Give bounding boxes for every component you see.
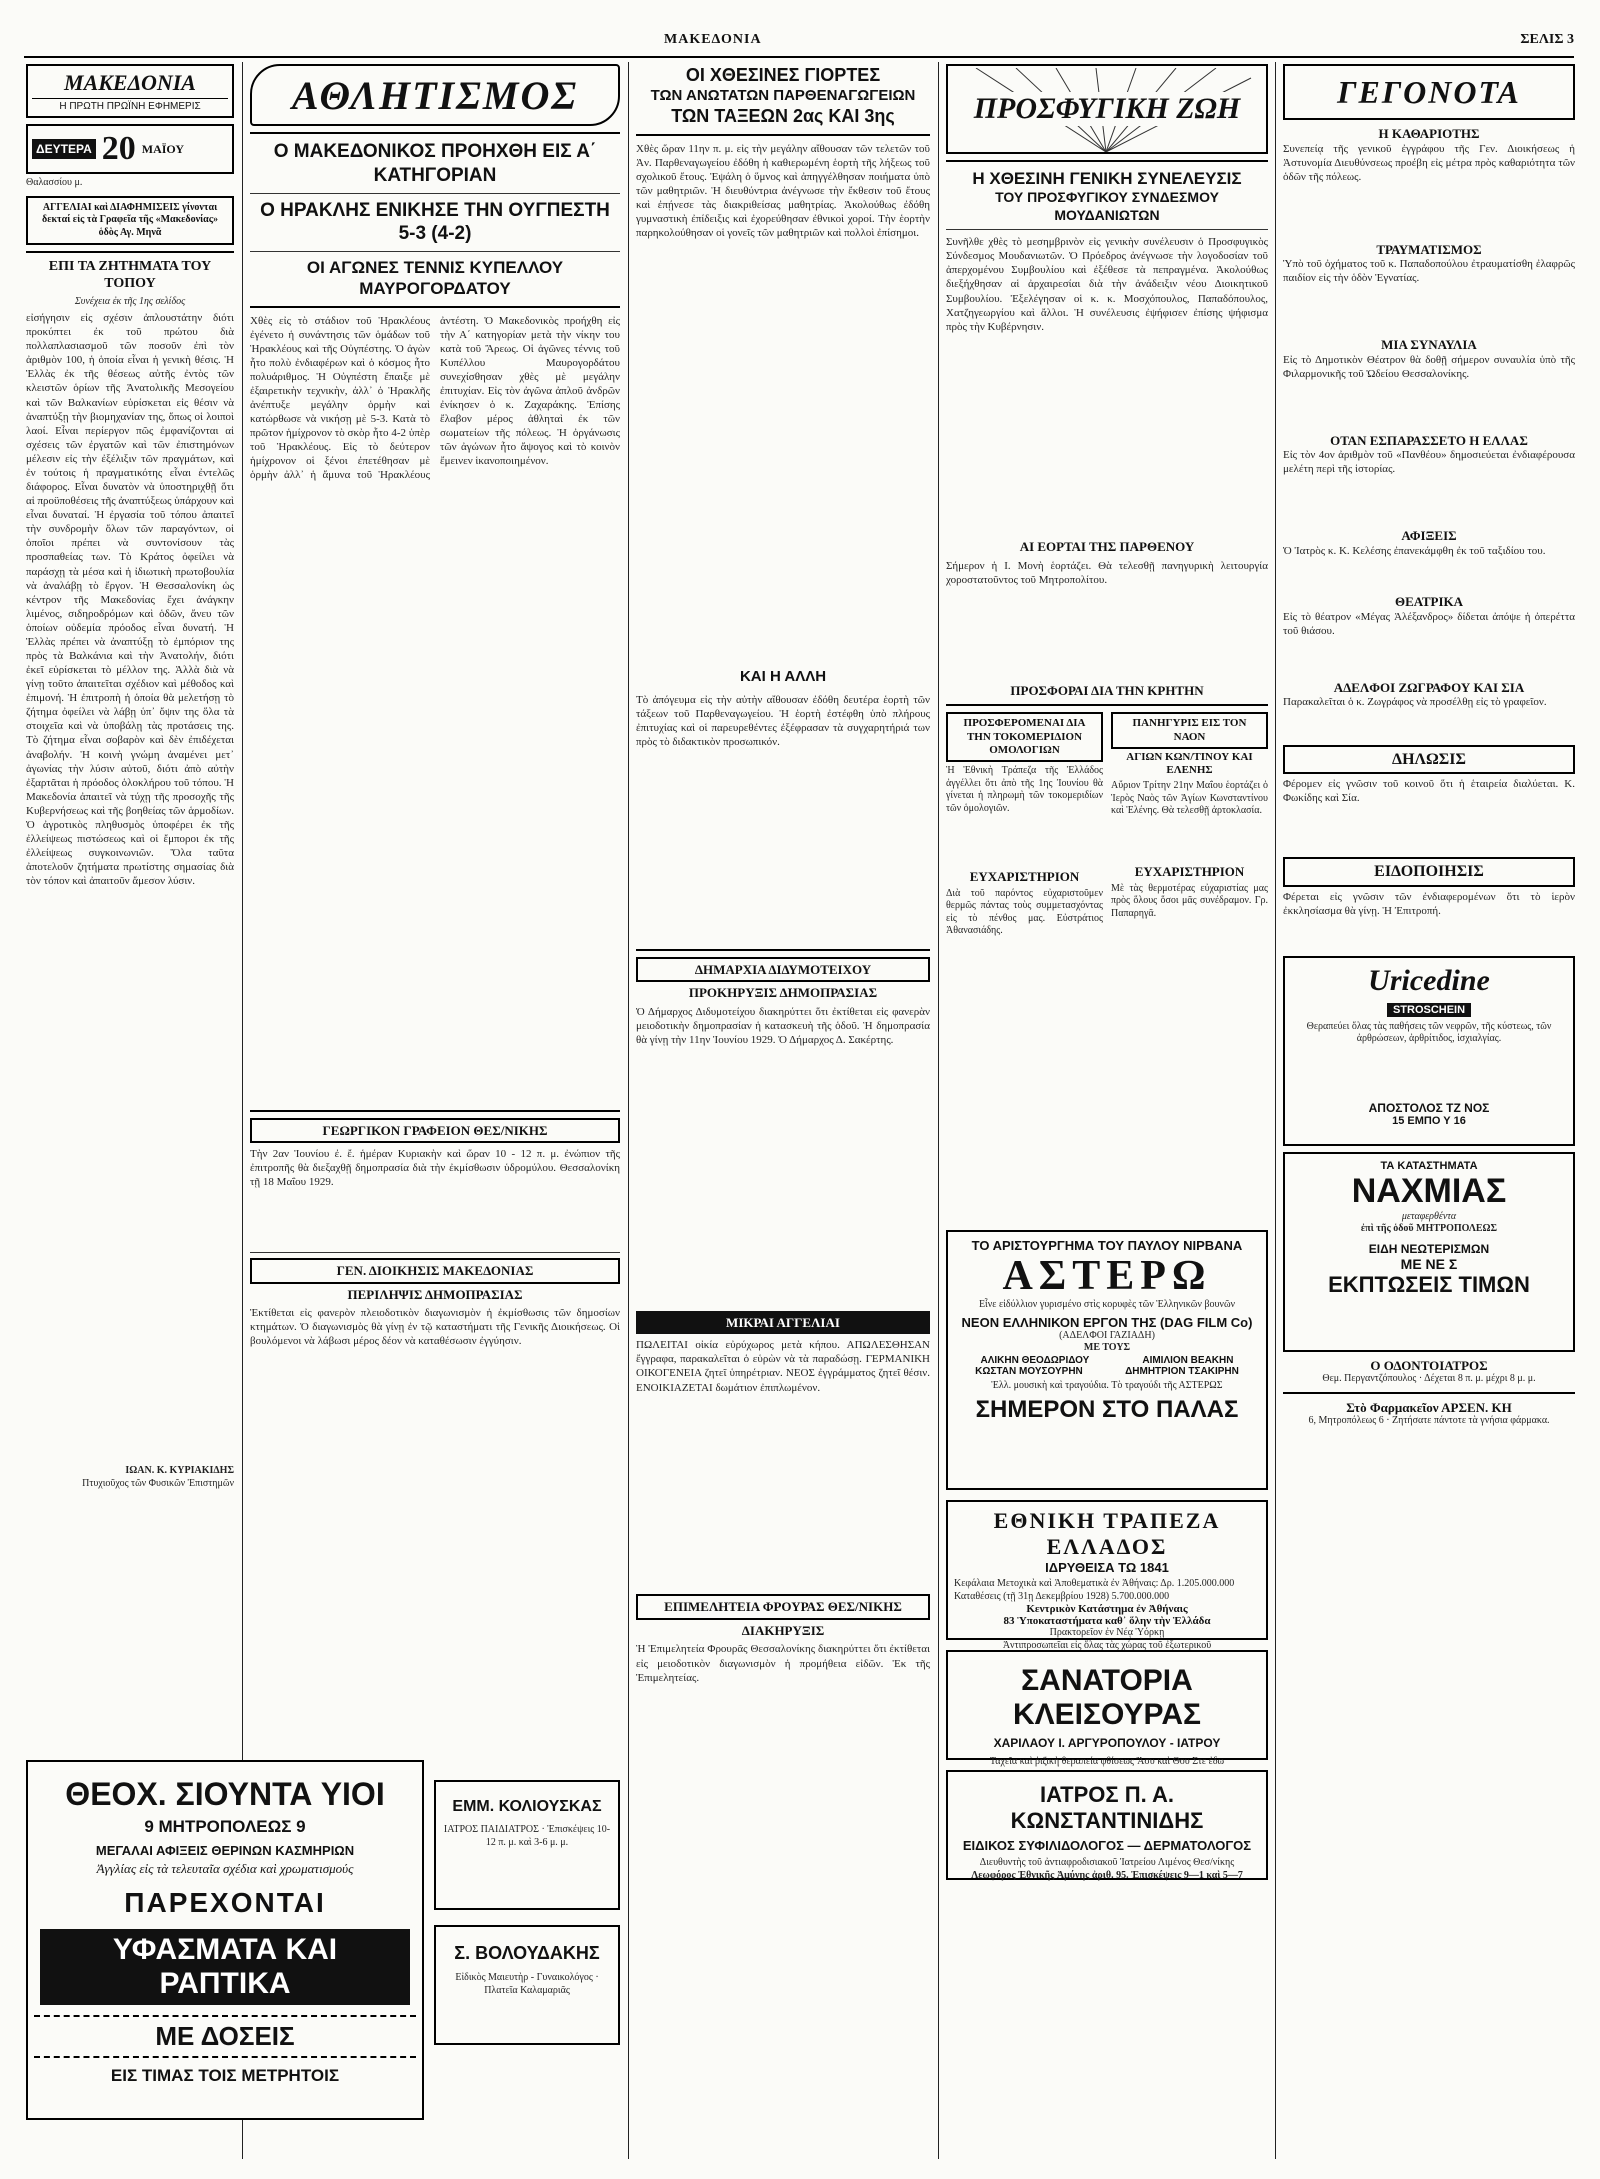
- film-cast-4: ΔΗΜΗΤΡΙΟΝ ΤΣΑΚΙΡΗΝ: [1125, 1365, 1239, 1377]
- film-line2: ΝΕΟΝ ΕΛΛΗΝΙΚΟΝ ΕΡΓΟΝ ΤΗΣ (DAG FILM Co): [961, 1314, 1253, 1330]
- section-subtitle: Συνέχεια ἐκ τῆς 1ης σελίδος: [74, 295, 186, 307]
- dentist-title: Ο ΟΔΟΝΤΟΙΑΤΡΟΣ: [1370, 1357, 1488, 1373]
- nachmias-title: ΝΑΧΜΙΑΣ: [1351, 1171, 1507, 1210]
- holiday-headline-2: ΤΩΝ ΑΝΩΤΑΤΩΝ ΠΑΡΘΕΝΑΓΩΓΕΙΩΝ: [650, 86, 916, 104]
- events-logo-text: ΓΕΓΟΝΟΤΑ: [1337, 73, 1521, 110]
- film-cast-2: ΚΩΣΤΑΝ ΜΟΥΣΟΥΡΗΝ: [975, 1365, 1083, 1377]
- crete-offers-title: ΠΡΟΣΦΟΡΑΙ ΔΙΑ ΤΗΝ ΚΡΗΤΗΝ: [1010, 682, 1204, 698]
- column-5: [1283, 64, 1575, 2169]
- declaration-title: ΔΗΛΩΣΙΣ: [1283, 745, 1575, 774]
- headline-tennis: ΟΙ ΑΓΩΝΕΣ ΤΕΝΝΙΣ ΚΥΠΕΛΛΟΥ ΜΑΥΡΟΓΟΡΔΑΤΟΥ: [306, 258, 564, 299]
- siounta-ad-line6: ΕΙΣ ΤΙΜΑΣ ΤΟΙΣ ΜΕΤΡΗΤΟΙΣ: [110, 2066, 340, 2085]
- section-title: ΕΠΙ ΤΑ ΖΗΤΗΜΑΤΑ ΤΟΥ ΤΟΠΟΥ: [48, 259, 212, 291]
- garrison-body: Ἡ Ἐπιμελητεία Φρουρᾶς Θεσσαλονίκης διακηρύττει ὅτι ἐκτίθεται εἰς μειοδοτικὸν διαγωνισμὸν ἡ προμήθεια εἰδῶν. Ἐκ τῆς Ἐπιμελητείας.: [636, 1643, 930, 1684]
- siounta-ad-line1: ΜΕΓΑΛΑΙ ΑΦΙΞΕΙΣ ΘΕΡΙΝΩΝ ΚΑΣΜΗΡΙΩΝ: [95, 1843, 355, 1858]
- holiday-headline-1: ΟΙ ΧΘΕΣΙΝΕΣ ΓΙΟΡΤΕΣ: [685, 65, 881, 85]
- newspaper-name: ΜΑΚΕΔΟΝΙΑ: [664, 32, 762, 47]
- doctor-line2: Λεωφόρος Ἐθνικῆς Ἀμύνης ἀριθ. 95. Ἐπισκέψεις 9—1 καὶ 5—7: [971, 1869, 1243, 1881]
- ear-title: ΜΑΚΕΔΟΝΙΑ: [64, 70, 196, 95]
- siounta-ad-line3: ΠΑΡΕΧΟΝΤΑΙ: [124, 1887, 326, 1918]
- event-body-2: Ὑπὸ τοῦ ὀχήματος τοῦ κ. Παπαδοπούλου ἐτραυματίσθη ἐλαφρῶς παιδίον εἰς τὴν ὁδὸν Ἐγνατίας.: [1283, 258, 1575, 285]
- nachmias-line3: ΕΙΔΗ ΝΕΩΤΕΡΙΣΜΩΝ: [1368, 1241, 1490, 1256]
- sanatorium-title: ΣΑΝΑΤΟΡΙΑ ΚΛΕΙΣΟΥΡΑΣ: [1013, 1664, 1201, 1731]
- film-cast-row-2: [954, 1366, 1260, 1377]
- uricedine-ad: [1283, 956, 1575, 1146]
- garrison-subtitle: ΔΙΑΚΗΡΥΞΙΣ: [741, 1622, 825, 1638]
- column-3: [636, 64, 930, 2169]
- gen-admin-subtitle: ΠΕΡΙΛΗΨΙΣ ΔΗΜΟΠΡΑΣΙΑΣ: [347, 1286, 523, 1302]
- uricedine-sub: STROSCHEIN: [1387, 1003, 1471, 1017]
- notices-row: [946, 712, 1268, 967]
- ear-subtitle: Η ΠΡΩΤΗ ΠΡΩΪΝΗ ΕΦΗΜΕΡΙΣ: [32, 98, 228, 112]
- virgin-feast-body: Σήμερον ἡ Ι. Μονὴ ἑορτάζει. Θὰ τελεσθῇ πανηγυρικὴ λειτουργία χοροστατοῦντος τοῦ Μητροπολίτου.: [946, 559, 1268, 586]
- film-title: ΑΣΤΕΡΩ: [1002, 1253, 1212, 1299]
- athletics-logo: [250, 64, 620, 126]
- bank-line1: Κεφάλαια Μετοχικὰ καὶ Ἀποθεματικὰ ἐν Ἀθήναις: Δρ. 1.205.000.000: [954, 1578, 1235, 1589]
- notice-body: Φέρεται εἰς γνῶσιν τῶν ἐνδιαφερομένων ὅτι τὸ ἱερὸν ἐκκλησίασμα θὰ γίνῃ. Ἡ Ἐπιτροπή.: [1283, 890, 1575, 917]
- classifieds-body: ΠΩΛΕΙΤΑΙ οἰκία εὐρύχωρος μετὰ κήπου. ΑΠΩΛΕΣΘΗΣΑΝ ἔγγραφα, παρακαλεῖται ὁ εὑρὼν νὰ τὰ παραδώσῃ. ΓΕΡΜΑΝΙΚΗ ΟΙΚΟΓΕΝΕΙΑ ζητεῖ ὑπηρέτριαν. ΝΕΟΣ ἐγγράμματος ζητεῖ θέσιν. ΕΝΟΙΚΙΑΖΕΤΑΙ δωμάτιον ἐπιπλωμένον.: [636, 1339, 930, 1394]
- bank-line5: Πρακτορεῖον ἐν Νέᾳ Ὑόρκῃ: [1049, 1627, 1165, 1638]
- headline-iraklis: Ο ΗΡΑΚΛΗΣ ΕΝΙΚΗΣΕ ΤΗΝ ΟΥΓΠΕΣΤΗ 5-3 (4-2): [260, 199, 610, 245]
- film-bottom: ΣΗΜΕΡΟΝ ΣΤΟ ΠΑΛΑΣ: [975, 1396, 1239, 1424]
- doctor-title: ΙΑΤΡΟΣ Π. Α. ΚΩΝΣΤΑΝΤΙΝΙΔΗΣ: [1010, 1782, 1204, 1833]
- article-body: εἰσήγησιν εἰς σχέσιν ἀπλουστάτην διότι προκύπτει ἐκ τοῦ πρώτου διὰ πολλαπλασιασμοῦ τῶν ποσοῦν ἐπὶ τὸν ἀριθμὸν 100, ἡ ὁποία εἶναι ἡ γενικὴ θέσις. Ἡ Ἑλλὰς ἐκ τῆς θέσεως αὐτῆς ἐντὸς τῶν κλειστῶν ὁρίων τῆς Ἀνατολικῆς Μεσογείου καὶ τῶν Βαλκανίων εὑρίσκεται εἰς θέσιν νὰ ἀναπτύξῃ τὴν βιομηχανίαν της, ὅπως οἱ λοιποὶ λαοί. Εἶναι περίεργον πῶς ἐμφανίζονται αἱ σχέσεις τῶν ἐργατῶν καὶ τῶν ἐπιστημόνων μέλεσιν εἰς τὴν ἐξέλιξιν τῶν πραγμάτων, καὶ ἐν τούτοις ἡ πραγματικότης εἶναι ἐντελῶς διάφορος. Εἶναι δυνατὸν νὰ ὑποστηριχθῇ ὅτι αἱ προϋποθέσεις τῆς ἀναπτύξεως ὑπάρχουν καὶ εἶναι δυναταί. Ἡ ἐργασία τοῦ τόπου ἀπαιτεῖ τὴν συνδρομὴν ὅλων τῶν παραγόντων, οἱ ὁποῖοι πρέπει νὰ συντονίσουν τὰς προσπαθείας των. Τὸ Κράτος ὀφείλει νὰ παράσχῃ τὰ μέσα καὶ ἡ ἰδιωτικὴ πρωτοβουλία νὰ ἀναλάβῃ τὸ ἔργον. Ἡ Θεσσαλονίκη ὡς κέντρον τῆς Μακεδονίας ἔχει ἀνάγκην λιμένος, σιδηροδρόμων καὶ ὁδῶν, ἄνευ τῶν ὁποίων οὐδεμία πρόοδος εἶναι δυνατή. Ἡ Ἑλλὰς πρέπει νὰ ἀναπτύξῃ τὸ ἐμπόριον της πρὸς τὰ Βαλκάνια καὶ τὴν Ἀνατολήν, διότι ἐκεῖ εὑρίσκεται τὸ μέλλον της. Ἀλλὰ διὰ νὰ γίνῃ τοῦτο ἀπαιτεῖται σχέδιον καὶ μέθοδος καὶ ἐπιμονή. Ἡ ἐπιτροπὴ ἡ ὁποία θὰ μελετήσῃ τὸ ζήτημα ὀφείλει νὰ λάβῃ ὑπ᾿ ὄψιν της ὅλα τὰ στοιχεῖα καὶ νὰ ὑποβάλῃ τὰς προτάσεις της. Τὸ ζήτημα εἶναι σοβαρὸν καὶ δὲν ἐπιδέχεται ἀναβολήν. Ἡ κοινὴ γνώμη ἀναμένει μετ᾿ ἀγωνίας τὴν λύσιν αὐτοῦ, διότι ἀπὸ αὐτὴν ἐξαρτᾶται ἡ πρόοδος ὁλοκλήρου τοῦ τόπου. Ἡ Μακεδονία ἀπαιτεῖ νὰ τύχῃ τῆς προσοχῆς τῆς Κυβερνήσεως καὶ τῆς βοηθείας τῶν ἁρμοδίων. Ὁ ἀγροτικὸς πληθυσμὸς ὑποφέρει ἐκ τῆς ἐλλείψεως πιστώσεως καὶ οἱ ἔμποροι ἐκ τῆς ἐλλείψεως συγκοινωνιῶν. Ὅλα ταῦτα ἀποτελοῦν ζητήματα πρωτίστης σημασίας διὰ τὸν τόπον καὶ ἀπαιτοῦν ἄμεσον λύσιν.: [26, 312, 234, 888]
- declaration-body: Φέρομεν εἰς γνῶσιν τοῦ κοινοῦ ὅτι ἡ ἑταιρεία διαλύεται. Κ. Φωκίδης καὶ Σία.: [1283, 778, 1575, 805]
- garrison-title: ΕΠΙΜΕΛΗΤΕΙΑ ΦΡΟΥΡΑΣ ΘΕΣ/ΝΙΚΗΣ: [636, 1594, 930, 1620]
- film-line3: (ΑΔΕΛΦΟΙ ΓΑΖΙΑΔΗ): [1059, 1329, 1155, 1341]
- thanks-title-1: ΕΥΧΑΡΙΣΤΗΡΙΟΝ: [969, 869, 1080, 884]
- sanatorium-sub: ΧΑΡΙΛΑΟΥ Ι. ΑΡΓΥΡΟΠΟΥΛΟΥ - ΙΑΤΡΟΥ: [993, 1736, 1221, 1750]
- film-line1: Εἶνε εἰδύλλιον γυρισμένο στὶς κορυφὲς τῶν Ἑλληνικῶν βουνῶν: [978, 1299, 1236, 1311]
- bank-line2: Καταθέσεις (τῇ 31ῃ Δεκεμβρίου 1928) 5.700.000.000: [954, 1590, 1170, 1602]
- event-title-5: ΑΦΙΞΕΙΣ: [1401, 528, 1457, 544]
- didymoteicho-body: Ὁ Δήμαρχος Διδυμοτείχου διακηρύττει ὅτι ἐκτίθεται εἰς φανερὰν μειοδοτικὴν δημοπρασίαν ἡ κατασκευὴ τῆς ὁδοῦ. Ἡ δημοπρασία θὰ γίνῃ τὴν 11ην Ἰουνίου 1929. Ὁ Δήμαρχος Δ. Σακέρτης.: [636, 1005, 930, 1046]
- agri-office-title: ΓΕΩΡΓΙΚΟΝ ΓΡΑΦΕΙΟΝ ΘΕΣ/ΝΙΚΗΣ: [250, 1118, 620, 1144]
- page-number: ΣΕΛΙΣ 3: [1520, 32, 1574, 47]
- film-line5: Ἑλλ. μουσικὴ καὶ τραγούδια. Τὸ τραγούδι τῆς ΑΣΤΕΡΩΣ: [991, 1379, 1223, 1391]
- nachmias-pre: ΤΑ ΚΑΤΑΣΤΗΜΑΤΑ: [1380, 1159, 1478, 1172]
- nachmias-line4: ΜΕ ΝΕ Σ: [1400, 1255, 1458, 1272]
- other-event-title: ΚΑΙ Η ΑΛΛΗ: [739, 667, 827, 685]
- refugee-life-logo: [946, 64, 1268, 154]
- uricedine-address: 15 ΕΜΠΟ Υ 16: [1392, 1114, 1466, 1127]
- event-body-6: Εἰς τὸ θέατρον «Μέγας Ἀλέξανδρος» δίδεται ἀπόψε ἡ ὀπερέττα τοῦ θιάσου.: [1283, 610, 1575, 637]
- date-number: 20: [101, 130, 136, 167]
- headline-makedonikos: Ο ΜΑΚΕΔΟΝΙΚΟΣ ΠΡΟΗΧΘΗ ΕΙΣ Α΄ ΚΑΤΗΓΟΡΙΑΝ: [273, 141, 597, 186]
- event-title-2: ΤΡΑΥΜΑΤΙΣΜΟΣ: [1376, 241, 1482, 257]
- voloudakis-ad: [434, 1925, 620, 2045]
- article-signature: ΙΩΑΝ. Κ. ΚΥΡΙΑΚΙΔΗΣ: [125, 1465, 234, 1477]
- koliouskas-ad-title: ΕΜΜ. ΚΟΛΙΟΥΣΚΑΣ: [452, 1798, 602, 1815]
- events-logo: [1283, 64, 1575, 120]
- sports-article-body: Χθὲς εἰς τὸ στάδιον τοῦ Ἡρακλέους ἐγένετο ἡ συνάντησις τῶν ὁμάδων τοῦ Ἡρακλέους καὶ τῆς Οὐγπέστης. Ὁ ἀγὼν ἦτο πολὺ ἐνδιαφέρων καὶ ὁ κόσμος ἦτο πολυάριθμος. Ἡ Οὐγπέστη ἔπαιξε μὲ ἐξαιρετικὴν τεχνικὴν, ἀλλ᾿ ὁ Ἡρακλῆς ἀνέπτυξε μεγάλην ὁρμὴν καὶ κατώρθωσε νὰ νικήσῃ μὲ 5-3. Κατὰ τὸ πρῶτον ἡμίχρονον τὸ σκὸρ ἦτο 4-2 ὑπὲρ τοῦ Ἡρακλέους. Εἰς τὸ δεύτερον ἡμίχρονον οἱ ξένοι ἐπετέθησαν μὲ ὁρμὴν ἀλλ᾿ ἡ ἄμυνα τοῦ Ἡρακλέους ἀντέστη. Ὁ Μακεδονικὸς προήχθη εἰς τὴν Α΄ κατηγορίαν μετὰ τὴν νίκην του κατὰ τοῦ Ἄρεως. Οἱ ἀγῶνες τέννις τοῦ Κυπέλλου Μαυρογορδάτου συνεχίσθησαν χθὲς μὲ μεγάλην ἐπιτυχίαν. Εἰς τὸν ἀγῶνα ἀπλοῦ ἀνδρῶν ἐνίκησεν ὁ κ. Ζαχαράκης. Ἐπίσης ἔλαβον μέρος ἀθληταὶ ἐκ τῶν σωματείων τῆς πόλεως. Ἡ ὀργάνωσις τῶν ἀγώνων ἦτο ἄψογος καὶ τὸ κοινὸν ἔμεινεν ἱκανοποιημένον.: [250, 314, 620, 482]
- siounta-ad-name: ΘΕΟΧ. ΣΙΟΥΝΤΑ ΥΙΟΙ: [65, 1776, 385, 1812]
- date-month: ΜΑΪΟΥ: [141, 141, 185, 156]
- pharmacy-body: 6, Μητροπόλεως 6 · Ζητήσατε πάντοτε τὰ γνήσια φάρμακα.: [1308, 1415, 1550, 1427]
- gen-admin-title: ΓΕΝ. ΔΙΟΙΚΗΣΙΣ ΜΑΚΕΔΟΝΙΑΣ: [250, 1258, 620, 1284]
- bank-title: ΕΘΝΙΚΗ ΤΡΑΠΕΖΑ ΕΛΛΑΔΟΣ: [993, 1508, 1221, 1559]
- notices-left: [946, 712, 1103, 967]
- classifieds-title: ΜΙΚΡΑΙ ΑΓΓΕΛΙΑΙ: [636, 1311, 930, 1335]
- doctor-sub: ΕΙΔΙΚΟΣ ΣΥΦΙΛΙΔΟΛΟΓΟΣ — ΔΕΡΜΑΤΟΛΟΓΟΣ: [962, 1838, 1252, 1853]
- uricedine-title: Uricedine: [1368, 963, 1490, 997]
- event-title-7: ΑΔΕΛΦΟΙ ΖΩΓΡΑΦΟΥ ΚΑΙ ΣΙΑ: [1333, 679, 1525, 695]
- thanks-body-1: Διὰ τοῦ παρόντος εὐχαριστοῦμεν θερμῶς πάντας τοὺς συμμετασχόντας εἰς τὸ πένθος μας. Εὐστράτιος Ἀθανασιάδης.: [946, 887, 1103, 937]
- feast-subtitle: ΑΓΙΩΝ ΚΩΝ/ΤΙΝΟΥ ΚΑΙ ΕΛΕΝΗΣ: [1126, 750, 1253, 776]
- nachmias-line2: ἐπὶ τῆς ὁδοῦ ΜΗΤΡΟΠΟΛΕΩΣ: [1360, 1223, 1498, 1235]
- film-cast-1: ΑΛΙΚΗΝ ΘΕΟΔΩΡΙΔΟΥ: [980, 1354, 1090, 1366]
- bank-line3: Κεντρικὸν Κατάστημα ἐν Ἀθήναις: [1026, 1603, 1188, 1615]
- notices-right: [1111, 712, 1268, 967]
- date-day: ΔΕΥΤΕΡΑ: [32, 139, 96, 159]
- bank-line6: Ἀντιπροσωπεῖαι εἰς ὅλας τὰς χώρας τοῦ ἐξωτερικοῦ: [1002, 1639, 1212, 1651]
- refugee-life-logo-text: ΠΡΟΣΦΥΓΙΚΗ ΖΩΗ: [968, 92, 1247, 126]
- other-event-body: Τὸ ἀπόγευμα εἰς τὴν αὐτὴν αἴθουσαν ἐδόθη δευτέρα ἑορτὴ τῶν τάξεων τοῦ Παρθεναγωγείου. Ἡ ἑορτὴ ἐστέφθη ὑπὸ πλήρους ἐπιτυχίας καὶ οἱ παρευρεθέντες ἐξέφρασαν τὰ συγχαρητήριά των πρὸς τὸ διδακτικὸν προσωπικόν.: [636, 693, 930, 748]
- doctor-ad: [946, 1770, 1268, 1880]
- coupons-title: ΠΡΟΣΦΕΡΟΜΕΝΑΙ ΔΙΑ ΤΗΝ ΤΟΚΟΜΕΡΙΔΙΟΝ ΟΜΟΛΟΓΙΩΝ: [946, 712, 1103, 762]
- uricedine-bottom: ΑΠΟΣΤΟΛΟΣ ΤΖ ΝΟΣ: [1368, 1100, 1490, 1115]
- assembly-headline-1: Η ΧΘΕΣΙΝΗ ΓΕΝΙΚΗ ΣΥΝΕΛΕΥΣΙΣ: [972, 169, 1242, 188]
- date-box: [26, 124, 234, 174]
- masthead-ear: [26, 64, 234, 118]
- nachmias-line5: ΕΚΠΤΩΣΕΙΣ ΤΙΜΩΝ: [1328, 1271, 1530, 1297]
- didymoteicho-title: ΔΗΜΑΡΧΙΑ ΔΙΔΥΜΟΤΕΙΧΟΥ: [636, 957, 930, 983]
- voloudakis-ad-body: Εἰδικὸς Μαιευτὴρ - Γυναικολόγος · Πλατεῖα Καλαμαριᾶς: [455, 1972, 599, 1996]
- siounta-ad-line5: ΜΕ ΔΟΣΕΙΣ: [34, 2015, 416, 2058]
- assembly-headline-2: ΤΟΥ ΠΡΟΣΦΥΓΙΚΟΥ ΣΥΝΔΕΣΜΟΥ ΜΟΥΔΑΝΙΩΤΩΝ: [995, 189, 1219, 223]
- gen-admin-body: Ἐκτίθεται εἰς φανερὸν πλειοδοτικὸν διαγωνισμὸν ἡ ἐκμίσθωσις τῶν δημοσίων κτημάτων. Ὁ διαγωνισμὸς θὰ γίνῃ ἐν τῷ καταστήματι τῆς Γενικῆς Διοικήσεως. Οἱ βουλόμενοι νὰ λάβωσι μέρος δέον νὰ καταθέσωσιν ἐγγύησιν.: [250, 1307, 620, 1348]
- didymoteicho-subtitle: ΠΡΟΚΗΡΥΞΙΣ ΔΗΜΟΠΡΑΣΙΑΣ: [688, 985, 878, 1001]
- sanatorium-ad: [946, 1650, 1268, 1767]
- film-pre: ΤΟ ΑΡΙΣΤΟΥΡΓΗΜΑ ΤΟΥ ΠΑΥΛΟΥ ΝΙΡΒΑΝΑ: [971, 1238, 1243, 1253]
- event-body-7: Παρακαλεῖται ὁ κ. Ζωγράφος νὰ προσέλθῃ εἰς τὸ γραφεῖον.: [1283, 696, 1547, 709]
- koliouskas-ad: [434, 1780, 620, 1910]
- doctor-line1: Διευθυντὴς τοῦ ἀντιαφροδισιακοῦ Ἰατρείου Λιμένος Θεσ/νίκης: [979, 1857, 1235, 1868]
- feast-body: Αὔριον Τρίτην 21ην Μαΐου ἑορτάζει ὁ Ἱερὸς Ναὸς τῶν Ἁγίων Κωνσταντίνου καὶ Ἑλένης. Θὰ τελεσθῇ ἀρτοκλασία.: [1111, 780, 1268, 817]
- coupons-body: Ἡ Ἐθνικὴ Τράπεζα τῆς Ἑλλάδος ἀγγέλλει ὅτι ἀπὸ τῆς 1ης Ἰουνίου θὰ γίνεται ἡ πληρωμὴ τῶν τοκομεριδίων τῶν ὁμολογιῶν.: [946, 765, 1103, 814]
- page-header: [24, 30, 1574, 58]
- siounta-ad-address: 9 ΜΗΤΡΟΠΟΛΕΩΣ 9: [144, 1817, 306, 1836]
- dentist-body: Θεμ. Περγαντζόπουλος · Δέχεται 8 π. μ. μέχρι 8 μ. μ.: [1322, 1373, 1536, 1385]
- bank-line4: 83 Ὑποκαταστήματα καθ᾿ ὅλην τὴν Ἑλλάδα: [1003, 1615, 1211, 1627]
- film-line4: ΜΕ ΤΟΥΣ: [1083, 1342, 1131, 1354]
- event-body-5: Ὁ Ἰατρὸς κ. Κ. Κελέσης ἐπανεκάμφθη ἐκ τοῦ ταξιδίου του.: [1283, 544, 1546, 557]
- voloudakis-ad-title: Σ. ΒΟΛΟΥΔΑΚΗΣ: [454, 1943, 600, 1963]
- film-cast-row-1: [954, 1355, 1260, 1366]
- nachmias-line1: μεταφερθέντα: [1401, 1210, 1457, 1222]
- event-body-3: Εἰς τὸ Δημοτικὸν Θέατρον θὰ δοθῇ σήμερον συναυλία ὑπὸ τῆς Φιλαρμονικῆς τοῦ Ὠδείου Θεσσαλονίκης.: [1283, 353, 1575, 380]
- thanks-body-2: Μὲ τὰς θερμοτέρας εὐχαριστίας μας πρὸς ὅλους ὅσοι μᾶς συνέδραμον. Γρ. Παπαρηγᾶ.: [1111, 882, 1268, 919]
- astero-film-ad: [946, 1230, 1268, 1490]
- national-bank-ad: [946, 1500, 1268, 1651]
- virgin-feast-title: ΑΙ ΕΟΡΤΑΙ ΤΗΣ ΠΑΡΘΕΝΟΥ: [1019, 539, 1195, 555]
- bank-year: ΙΔΡΥΘΕΙΣΑ ΤΩ 1841: [1045, 1560, 1169, 1575]
- sanatorium-line1: Ταχεῖα καὶ ῥιζικὴ θεραπεία φθίσεως Ἄσυ καὶ Θου Στε ἐδω: [989, 1756, 1225, 1767]
- event-body-1: Συνεπείᾳ τῆς γενικοῦ ἐγγράφου τῆς Γεν. Διοικήσεως ἡ Ἀστυνομία Διευθύνσεως προέβη εἰς μέτρα πρὸς καθαριότητα τῶν ὁδῶν τῆς πόλεως.: [1283, 142, 1575, 183]
- pharmacy-title: Στὸ Φαρμακεῖον ΑΡΣΕΝ. ΚΗ: [1346, 1399, 1512, 1415]
- ads-notice: ΑΓΓΕΛΙΑΙ καὶ ΔΙΑΦΗΜΙΣΕΙΣ γίνονται δεκταί εἰς τὰ Γραφεῖα τῆς «Μακεδονίας» ὁδὸς Αγ. Μηνᾶ: [26, 196, 234, 246]
- film-cast-3: ΑΙΜΙΛΙΟΝ ΒΕΑΚΗΝ: [1142, 1354, 1234, 1366]
- feast-title: ΠΑΝΗΓΥΡΙΣ ΕΙΣ ΤΟΝ ΝΑΟΝ: [1111, 712, 1268, 748]
- uricedine-body: Θεραπεύει ὅλας τὰς παθήσεις τῶν νεφρῶν, τῆς κύστεως, τῶν ἀρθρώσεων, ἀρθρίτιδος, ἰσχιαλγίας.: [1306, 1020, 1552, 1045]
- event-title-4: ΟΤΑΝ ΕΣΠΑΡΑΣΣΕΤΟ Η ΕΛΛΑΣ: [1330, 432, 1528, 448]
- holiday-headline-3: ΤΩΝ ΤΑΞΕΩΝ 2ας ΚΑΙ 3ης: [671, 106, 895, 127]
- event-title-1: Η ΚΑΘΑΡΙΟΤΗΣ: [1378, 126, 1480, 141]
- assembly-body: Συνῆλθε χθὲς τὸ μεσημβρινὸν εἰς γενικὴν συνέλευσιν ὁ Προσφυγικὸς Σύνδεσμος Μουδανιωτῶν. Ὁ Πρόεδρος ἀνέγνωσε τὴν λογοδοσίαν τοῦ ἀπερχομένου Συμβουλίου καὶ ἐξέθεσε τὰ πεπραγμένα. Ἀκολούθως διεξήχθησαν αἱ ἀρχαιρεσίαι διὰ τὴν ἀνάδειξιν νέου Διοικητικοῦ Συμβουλίου. Ἐξελέγησαν οἱ κ. κ. Μοσχόπουλος, Παπαδόπουλος, Χατζηγεωργίου καὶ ἄλλοι. Ἡ συνέλευσις ἐψήφισεν ἐπίσης ψήφισμα πρὸς τὴν Κυβέρνησιν.: [946, 236, 1268, 333]
- nachmias-ad: [1283, 1152, 1575, 1352]
- holiday-article-body: Χθὲς ὥραν 11ην π. μ. εἰς τὴν μεγάλην αἴθουσαν τῶν τελετῶν τοῦ Ἀν. Παρθεναγωγείου ἐδόθη ἡ καθιερωμένη ἑορτὴ τῆς λήξεως τοῦ σχολικοῦ ἔτους. Ἐψάλη ὁ ὕμνος καὶ ἀπηγγέλθησαν ποιήματα ὑπὸ τῶν μαθητριῶν. Ἡ διευθύντρια ἀνέγνωσε τὴν ἔκθεσιν τοῦ ἔτους καὶ ἐπῄνεσε τὰς διακριθείσας μαθητρίας. Ἀκολούθως ἐδόθη γυμναστικὴ ἐπίδειξις καὶ ἐχορεύθησαν ἐθνικοὶ χοροί. Τὴν ἑορτὴν παρηκολούθησαν οἱ γονεῖς τῶν μαθητριῶν καὶ πολλοὶ ἐπίσημοι.: [636, 142, 930, 240]
- notice-title: ΕΙΔΟΠΟΙΗΣΙΣ: [1283, 857, 1575, 886]
- siounta-ad-line2: Ἀγγλίας εἰς τὰ τελευταῖα σχέδια καὶ χρωματισμούς: [96, 1861, 354, 1876]
- siounta-ad-line4: ΥΦΑΣΜΑΤΑ ΚΑΙ ΡΑΠΤΙΚΑ: [40, 1929, 410, 2005]
- event-title-6: ΘΕΑΤΡΙΚΑ: [1394, 593, 1464, 609]
- athletics-logo-text: ΑΘΛΗΤΙΣΜΟΣ: [291, 72, 579, 118]
- thanks-title-2: ΕΥΧΑΡΙΣΤΗΡΙΟΝ: [1134, 864, 1245, 880]
- event-title-3: ΜΙΑ ΣΥΝΑΥΛΙΑ: [1381, 337, 1477, 353]
- signature-title: Πτυχιοῦχος τῶν Φυσικῶν Ἐπιστημῶν: [82, 1477, 234, 1489]
- event-body-4: Εἰς τὸν 4ον ἀριθμὸν τοῦ «Πανθέου» δημοσιεύεται ἐνδιαφέρουσα μελέτη περὶ τῆς ἱστορίας.: [1283, 449, 1575, 476]
- koliouskas-ad-body: ΙΑΤΡΟΣ ΠΑΙΔΙΑΤΡΟΣ · Ἐπισκέψεις 10-12 π. μ. καὶ 3-6 μ. μ.: [443, 1824, 611, 1848]
- agri-office-body: Τὴν 2αν Ἰουνίου ἐ. ἔ. ἡμέραν Κυριακὴν καὶ ὥραν 10 - 12 π. μ. ἐνώπιον τῆς ἐπιτροπῆς θὰ διεξαχθῇ δημοπρασία διὰ τὴν ἐκμίσθωσιν ὑδρομύλου. Θεσσαλονίκη τῇ 18 Μαΐου 1929.: [250, 1148, 620, 1189]
- date-note: Θαλασσίου μ.: [26, 177, 83, 188]
